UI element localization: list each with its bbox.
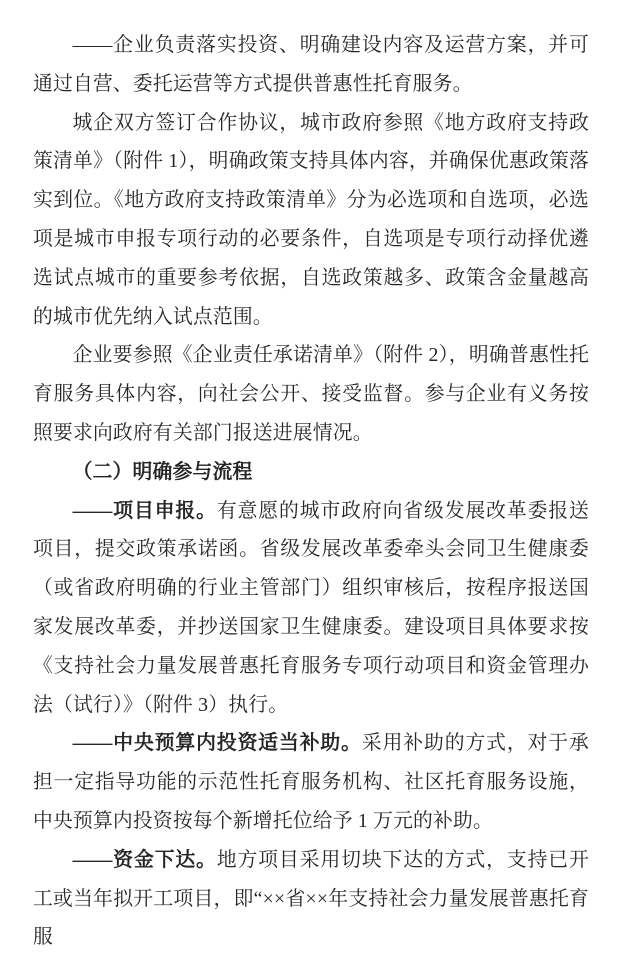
paragraph-lead: ——中央预算内投资适当补助。 [72, 732, 362, 755]
paragraph [33, 492, 589, 725]
paragraph-text: 采用补助的方式，对于承担一定指导功能的示范性托育服务机构、社区托育服务设施，中央预算内投资按每个新增托位给予 1 万元的补助。 [33, 732, 590, 832]
section-heading: （二）明确参与流程 [72, 460, 253, 483]
paragraph [33, 724, 589, 840]
paragraph-text: ——企业负责落实投资、明确建设内容及运营方案，并可通过自营、委托运营等方式提供普惠性托育服务。 [33, 34, 589, 95]
paragraph [33, 26, 589, 104]
paragraph-text: 企业要参照《企业责任承诺清单》（附件 2），明确普惠性托育服务具体内容，向社会公开、接受监督。参与企业有义务按照要求向政府有关部门报送进展情况。 [33, 344, 589, 444]
paragraph-text: 地方项目采用切块下达的方式，支持已开工或当年拟开工项目，即“××省××年支持社会力量发展普惠托育服 [33, 848, 590, 949]
paragraph-lead: ——项目申报。 [72, 499, 217, 522]
paragraph [33, 336, 589, 452]
paragraph-text: 城企双方签订合作协议，城市政府参照《地方政府支持政策清单》（附件 1），明确政策支持具体内容，并确保优惠政策落实到位。《地方政府支持政策清单》分为必选项和自选项，必选项是城市申报专项行动的必要条件，自选项是专项行动择优遴选试点城市的重要参考依据，自选政策越多、政策含金量越高的城市优先纳入试点范围。 [33, 111, 589, 328]
paragraph-lead: ——资金下达。 [72, 848, 217, 871]
paragraph [33, 104, 589, 337]
paragraph [33, 841, 589, 957]
paragraph-text: 有意愿的城市政府向省级发展改革委报送项目，提交政策承诺函。省级发展改革委牵头会同卫生健康委（或省政府明确的行业主管部门）组织审核后，按程序报送国家发展改革委，并抄送国家卫生健康委。建设项目具体要求按《支持社会力量发展普惠托育服务专项行动项目和资金管理办法（试行）》（附件 3）执行。 [33, 499, 590, 716]
